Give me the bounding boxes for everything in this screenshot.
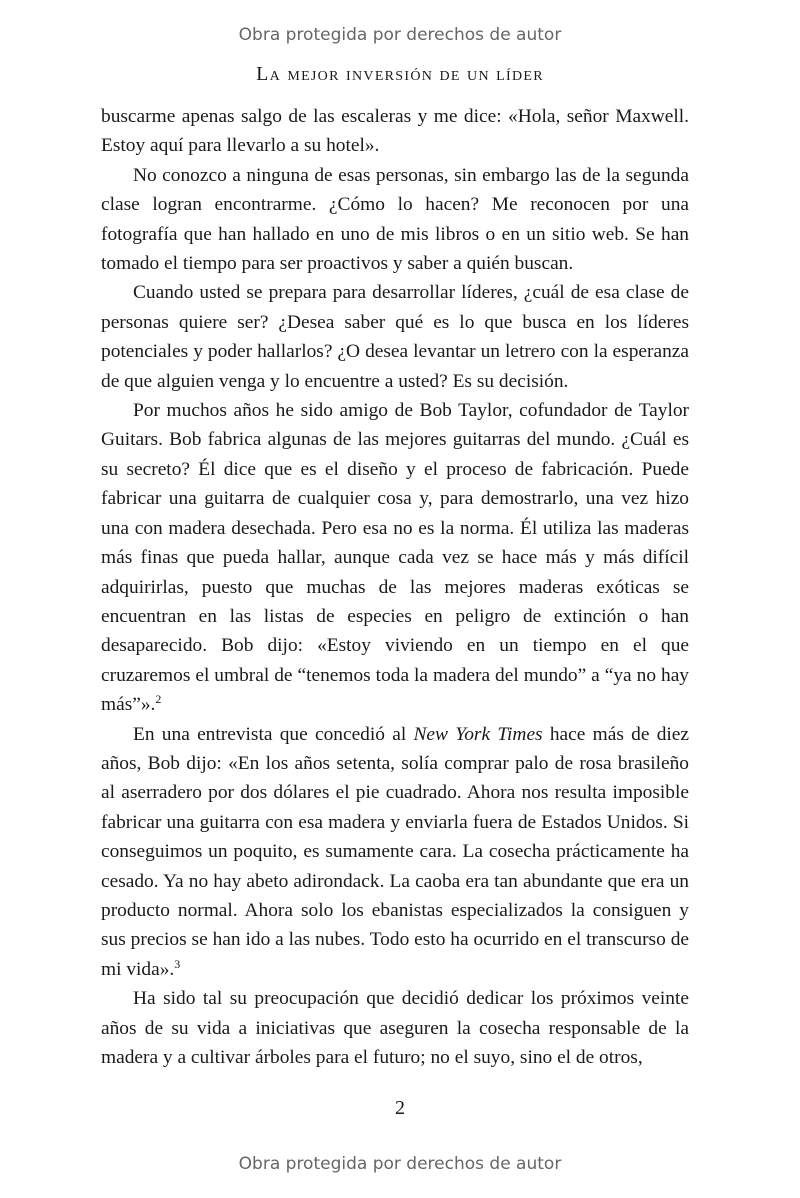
publication-title: New York Times xyxy=(413,723,543,745)
paragraph-1 xyxy=(101,102,689,161)
paragraph-2 xyxy=(101,161,689,279)
paragraph-text: buscarme apenas salgo de las escaleras y me dice: «Hola, señor Maxwell. Estoy aquí para llevarlo a su hotel». xyxy=(101,106,689,157)
paragraph-text: Por muchos años he sido amigo de Bob Taylor, cofundador de Taylor Guitars. Bob fabrica algunas de las mejores guitarras del mundo. ¿Cuál es su secreto? Él dice que es el diseño y el proceso de fabricación. Puede fabricar una guitarra de cualquier cosa y, para demostrarlo, una vez hizo una con madera desechada. Pero esa no es la norma. Él utiliza las maderas más finas que pueda hallar, aunque cada vez se hace más y más difícil adquirirlas, puesto que muchas de las mejores maderas exóticas se encuentran en las listas de especies en peligro de extinción o han desaparecido. Bob dijo: «Estoy viviendo en un tiempo en el que cruzaremos el umbral de “tenemos toda la madera del mundo” a “ya no hay más”». xyxy=(101,400,689,716)
paragraph-text-after: hace más de diez años, Bob dijo: «En los años setenta, solía comprar palo de rosa brasileño al aserradero por dos dólares el pie cuadrado. Ahora nos resulta imposible fabricar una guitarra con esa madera y enviarla fuera de Estados Unidos. Si conseguimos un poquito, es sumamente cara. La cosecha prácticamente ha cesado. Ya no hay abeto adirondack. La caoba era tan abundante que era un producto normal. Ahora solo los ebanistas especializados la consiguen y sus precios se han ido a las nubes. Todo esto ha ocurrido en el transcurso de mi vida». xyxy=(101,723,689,980)
running-head: La mejor inversión de un líder xyxy=(256,63,544,85)
paragraph-4 xyxy=(101,396,689,719)
copyright-watermark-bottom: Obra protegida por derechos de autor xyxy=(238,1154,562,1174)
paragraph-3 xyxy=(101,278,689,396)
footnote-marker-3[interactable]: 3 xyxy=(174,956,181,971)
paragraph-5 xyxy=(101,720,689,985)
paragraph-text: No conozco a ninguna de esas personas, sin embargo las de la segunda clase logran encontrarme. ¿Cómo lo hacen? Me reconocen por una fotografía que han hallado en uno de mis libros o en un sitio web. Se han tomado el tiempo para ser proactivos y saber a quién buscan. xyxy=(101,164,689,275)
page-number: 2 xyxy=(395,1097,405,1119)
copyright-watermark-top: Obra protegida por derechos de autor xyxy=(238,25,562,45)
body-text xyxy=(101,102,689,1072)
paragraph-text-before: En una entrevista que concedió al xyxy=(133,723,414,745)
paragraph-text: Ha sido tal su preocupación que decidió dedicar los próximos veinte años de su vida a iniciativas que aseguren la cosecha responsable de la madera y a cultivar árboles para el futuro; no el suyo, sino el de otros, xyxy=(101,988,689,1068)
footnote-marker-2[interactable]: 2 xyxy=(155,692,162,707)
paragraph-text: Cuando usted se prepara para desarrollar líderes, ¿cuál de esa clase de personas quiere ser? ¿Desea saber qué es lo que busca en los líderes potenciales y poder hallarlos? ¿O desea levantar un letrero con la esperanza de que alguien venga y lo encuentre a usted? Es su decisión. xyxy=(101,282,689,392)
paragraph-6 xyxy=(101,984,689,1072)
